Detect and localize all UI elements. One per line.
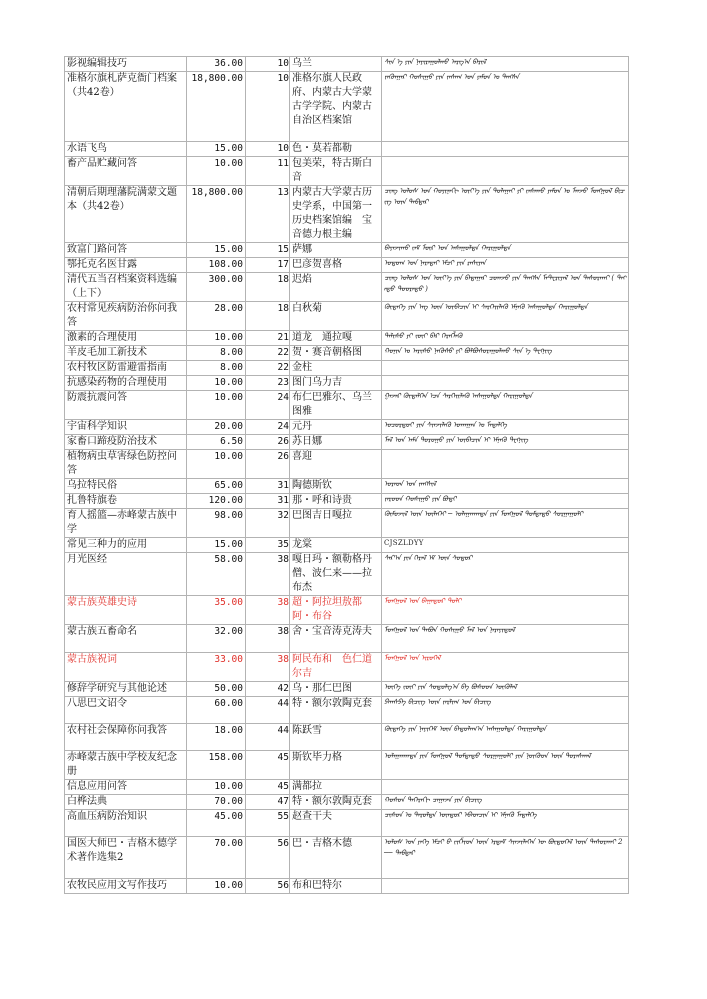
price-cell: 15.00 xyxy=(187,142,246,157)
page-cell: 13 xyxy=(246,186,290,243)
mongolian-title-cell xyxy=(382,780,629,795)
price-cell: 50.00 xyxy=(187,682,246,697)
table-row xyxy=(65,361,629,376)
mongolian-title-cell: ᠮᠣᠩᠭᠣᠯ ᠤᠨ ᠢᠷᠦᠭᠡᠯ xyxy=(382,653,629,682)
price-cell: 8.00 xyxy=(187,361,246,376)
table-row xyxy=(65,810,629,837)
price-cell: 20.00 xyxy=(187,420,246,435)
author-cell: 舍・宝音涛克涛夫 xyxy=(290,625,382,653)
price-cell: 158.00 xyxy=(187,751,246,780)
author-cell: 巴・吉格木德 xyxy=(290,837,382,879)
author-cell: 巴彦贺喜格 xyxy=(290,258,382,273)
book-title-cell: 鄂托克名医甘露 xyxy=(65,258,187,273)
table-row xyxy=(65,157,629,186)
book-title-cell: 羊皮毛加工新技术 xyxy=(65,346,187,361)
table-row xyxy=(65,538,629,553)
price-cell: 10.00 xyxy=(187,157,246,186)
book-title-cell: 防震抗震问答 xyxy=(65,391,187,420)
author-cell: 那・呼和诗贵 xyxy=(290,494,382,509)
author-cell: 道龙 通拉嘎 xyxy=(290,331,382,346)
author-cell: 内蒙古大学蒙古历史学系，中国第一历史档案馆编 宝音德力根主编 xyxy=(290,186,382,243)
table-row xyxy=(65,494,629,509)
author-cell: 元丹 xyxy=(290,420,382,435)
author-cell: 色・莫若都勒 xyxy=(290,142,382,157)
author-cell: 嘎日玛・额勒格丹僧、波仁来——拉布杰 xyxy=(290,553,382,596)
book-title-cell: 常见三种力的应用 xyxy=(65,538,187,553)
table-row xyxy=(65,780,629,795)
book-title-cell: 农村社会保障你问我答 xyxy=(65,724,187,751)
mongolian-title-cell xyxy=(382,879,629,894)
price-cell: 98.00 xyxy=(187,509,246,538)
book-title-cell: 赤峰蒙古族中学校友纪念册 xyxy=(65,751,187,780)
price-cell: 8.00 xyxy=(187,346,246,361)
price-cell: 35.00 xyxy=(187,596,246,625)
author-cell: 乌兰 xyxy=(290,57,382,72)
mongolian-title-cell: ᠬᠥᠳᠡᠭᠡ ᠶᠢᠨ ᠨᠡᠶᠢᠭᠡᠮ ᠦᠨ ᠪᠠᠲᠤᠯᠠᠭ᠎ᠠ ᠠᠰᠠᠭᠤᠯᠲᠠ ᠬᠠᠷᠢᠭᠤᠯᠲᠠ xyxy=(382,724,629,751)
book-title-cell: 农村牧区防雷避雷指南 xyxy=(65,361,187,376)
price-cell: 18.00 xyxy=(187,724,246,751)
author-cell: 萨娜 xyxy=(290,243,382,258)
book-title-cell: 水语飞鸟 xyxy=(65,142,187,157)
page-cell: 45 xyxy=(246,751,290,780)
book-title-cell: 激素的合理使用 xyxy=(65,331,187,346)
book-title-cell: 蒙古族英雄史诗 xyxy=(65,596,187,625)
page-cell: 21 xyxy=(246,331,290,346)
table-row xyxy=(65,653,629,682)
price-cell: 300.00 xyxy=(187,273,246,302)
mongolian-title-cell: ᠴᠢᠰᠤᠨ ᠤ ᠳᠠᠷᠤᠯᠲᠠ ᠥᠨᠳᠦᠷ ᠡᠪᠡᠳᠴᠢᠨ ᠢ ᠡᠮᠨᠡᠬᠦ ᠮᠡᠳᠡᠯᠭᠡ xyxy=(382,810,629,837)
page-cell: 22 xyxy=(246,361,290,376)
book-title-cell: 植物病虫草害绿色防控问答 xyxy=(65,450,187,479)
table-row xyxy=(65,391,629,420)
mongolian-title-cell: ᠰᠠᠷ᠎ᠠ ᠶᠢᠨ ᠭᠡᠷᠡᠯ ᠡᠮ ᠦᠨ ᠰᠤᠳᠤᠷ xyxy=(382,553,629,596)
book-title-cell: 月光医经 xyxy=(65,553,187,596)
mongolian-title-cell: ᠤᠷᠠᠳ ᠤᠨ ᠵᠠᠩᠱᠢᠯ xyxy=(382,479,629,494)
page-cell: 17 xyxy=(246,258,290,273)
page-cell: 35 xyxy=(246,538,290,553)
author-cell: 迟焰 xyxy=(290,273,382,302)
table-row xyxy=(65,682,629,697)
table-row xyxy=(65,450,629,479)
author-cell: 赵查干夫 xyxy=(290,810,382,837)
table-row xyxy=(65,258,629,273)
page-cell: 26 xyxy=(246,450,290,479)
table-row xyxy=(65,302,629,331)
page-cell: 18 xyxy=(246,302,290,331)
table-row xyxy=(65,72,629,142)
book-title-cell: 修辞学研究与其他论述 xyxy=(65,682,187,697)
price-cell: 15.00 xyxy=(187,538,246,553)
page-cell: 42 xyxy=(246,682,290,697)
page-cell: 55 xyxy=(246,810,290,837)
table-row xyxy=(65,57,629,72)
price-cell: 45.00 xyxy=(187,810,246,837)
book-title-cell: 准格尔旗札萨克衙门档案（共42卷） xyxy=(65,72,187,142)
mongolian-title-cell: ᠣᠲᠣᠭ ᠤᠨ ᠨᠡᠷᠡᠲᠡᠢ ᠡᠮᠴᠢ ᠶᠢᠨ ᠷᠠᠰᠢᠶᠠᠨ xyxy=(382,258,629,273)
book-title-cell: 致富门路问答 xyxy=(65,243,187,258)
price-cell: 18,800.00 xyxy=(187,186,246,243)
price-cell: 33.00 xyxy=(187,653,246,682)
author-cell: 乌・那仁巴图 xyxy=(290,682,382,697)
price-cell: 32.00 xyxy=(187,625,246,653)
table-row xyxy=(65,795,629,810)
author-cell: 图门乌力吉 xyxy=(290,376,382,391)
mongolian-title-cell: ᠤᠯᠠᠭᠠᠨᠬᠠᠳᠠ ᠶᠢᠨ ᠮᠣᠩᠭᠣᠯ ᠳᠤᠮᠳᠠᠳᠤ ᠰᠤᠷᠭᠠᠭᠤᠯᠢ ᠶᠢᠨ ᠨᠥᠬᠦᠳ ᠦᠨ ᠳᠤᠷᠠᠰᠬᠠᠯ xyxy=(382,751,629,780)
table-row xyxy=(65,420,629,435)
page-cell: 32 xyxy=(246,509,290,538)
mongolian-title-cell: ᠦᠭᠡ ᠵᠦᠢ ᠶᠢᠨ ᠰᠤᠳᠤᠯᠭ᠎ᠠ ᠪᠠ ᠪᠤᠰᠤᠳ ᠥᠭᠦᠯᠡᠯ xyxy=(382,682,629,697)
book-title-cell: 清代五当召档案资料选编（上下） xyxy=(65,273,187,302)
table-row xyxy=(65,625,629,653)
book-title-cell: 蒙古族五畜命名 xyxy=(65,625,187,653)
table-row xyxy=(65,837,629,879)
author-cell: 准格尔旗人民政府、内蒙古大学蒙古学学院、内蒙古自治区档案馆 xyxy=(290,72,382,142)
mongolian-title-cell: ᠬᠣᠨᠢᠨ ᠤ ᠠᠷᠢᠰᠤ ᠨᠡᠭᠦᠰᠦ ᠶᠢ ᠪᠣᠯᠪᠤᠰᠤᠷᠠᠭᠤᠯᠬᠤ ᠰᠢᠨ ᠡ ᠲᠧᠬᠨᠢᠭ xyxy=(382,346,629,361)
mongolian-title-cell: ᠵᠠᠷᠤᠳ ᠬᠣᠰᠢᠭᠤ ᠶᠢᠨ ᠪᠣᠳᠢ xyxy=(382,494,629,509)
book-title-cell: 清朝后期理藩院满蒙文题本（共42卷） xyxy=(65,186,187,243)
author-cell: 阿民布和 色仁道尔吉 xyxy=(290,653,382,682)
page-cell: 38 xyxy=(246,625,290,653)
mongolian-title-cell: ᠮᠣᠩᠭᠣᠯ ᠤᠨ ᠲᠠᠪᠤᠨ ᠬᠣᠰᠢᠭᠤ ᠮᠠᠯ ᠤᠨ ᠨᠡᠷᠡᠶᠢᠳᠦᠯ xyxy=(382,625,629,653)
book-title-cell: 育人摇篮—赤峰蒙古族中学 xyxy=(65,509,187,538)
author-cell: 苏日娜 xyxy=(290,435,382,450)
book-title-cell: 八思巴文诏令 xyxy=(65,697,187,724)
author-cell: 白秋菊 xyxy=(290,302,382,331)
page-cell: 56 xyxy=(246,837,290,879)
page-cell: 47 xyxy=(246,795,290,810)
mongolian-title-cell xyxy=(382,376,629,391)
price-cell: 18,800.00 xyxy=(187,72,246,142)
author-cell: 布和巴特尔 xyxy=(290,879,382,894)
author-cell: 布仁巴雅尔、乌兰图雅 xyxy=(290,391,382,420)
book-title-cell: 白桦法典 xyxy=(65,795,187,810)
mongolian-title-cell: ᠪᠠᠶᠠᠵᠢᠬᠤ ᠵᠠᠮ ᠮᠦᠷ ᠤᠨ ᠠᠰᠠᠭᠤᠯᠲᠠ ᠬᠠᠷᠢᠭᠤᠯᠲᠠ xyxy=(382,243,629,258)
mongolian-title-cell: ᠵᠡᠭᠦᠨᠭᠠᠷ ᠬᠣᠰᠢᠭᠤ ᠶᠢᠨ ᠵᠠᠰᠠᠭ ᠤᠨ ᠶᠠᠮᠤᠨ ᠤ ᠳᠠᠩᠰᠠ xyxy=(382,72,629,142)
author-cell: 超・阿拉坦敖都 阿・布谷 xyxy=(290,596,382,625)
mongolian-title-cell: ᠮᠣᠩᠭᠣᠯ ᠤᠨ ᠪᠠᠭᠠᠲᠤᠷ ᠲᠤᠯᠢ xyxy=(382,596,629,625)
author-cell: 贺・赛音朝格图 xyxy=(290,346,382,361)
mongolian-title-cell: ᠤᠯᠤᠰ ᠤᠨ ᠶᠡᠬᠡ ᠡᠮᠴᠢ ᠪ᠊ ᠵᠢᠭᠮᠢᠳ ᠦᠨ ᠡᠷᠳᠡᠮ ᠰᠢᠨᠵᠢᠯᠡᠭᠡᠨ ᠦ ᠪᠦᠲᠦᠭᠡᠯ ᠦᠨ ᠲᠠᠰᠤᠷᠬᠠᠢ 2 ── ᠳᠡᠪᠲᠡᠷ xyxy=(382,837,629,879)
price-cell: 10.00 xyxy=(187,879,246,894)
price-cell: 58.00 xyxy=(187,553,246,596)
mongolian-title-cell: ᠴᠢᠩ ᠤᠯᠤᠰ ᠤᠨ ᠬᠣᠶᠢᠨᠠᠬᠢ ᠦᠶ᠎ᠡ ᠶᠢᠨ ᠲᠣᠯᠠᠭᠠᠢ ᠶᠢ ᠵᠠᠰᠠᠬᠤ ᠶᠠᠮᠤᠨ ᠤ ᠮᠠᠨᠵᠤ ᠮᠣᠩᠭᠣᠯ ᠪᠢᠴᠢᠭ ᠦᠨ ᠳᠡᠪᠲᠡᠷ xyxy=(382,186,629,243)
mongolian-title-cell: ᠴᠢᠩ ᠤᠯᠤᠰ ᠤᠨ ᠦᠶ᠎ᠡ ᠶᠢᠨ ᠪᠠᠳᠠᠭᠠᠷ ᠴᠣᠭᠵᠣ ᠶᠢᠨ ᠳᠠᠩᠰᠠ ᠮᠠᠲ᠋ᠧᠷᠢᠶᠠᠯ ᠤᠨ ᠲᠠᠰᠤᠷᠬᠠᠢ ( ᠳᠡᠭᠡᠳᠦ ᠳᠣᠣᠷᠠᠳᠤ ) xyxy=(382,273,629,302)
book-title-cell: 国医大师巴・吉格木德学术著作选集2 xyxy=(65,837,187,879)
author-cell: 巴图吉日嘎拉 xyxy=(290,509,382,538)
book-title-cell: 乌拉特民俗 xyxy=(65,479,187,494)
mongolian-title-cell: ᠮᠠᠯ ᠤᠨ ᠠᠮᠠ ᠲᠤᠷᠤᠭᠤ ᠶᠢᠨ ᠦᠪᠡᠴᠢᠨ ᠢ ᠡᠮᠨᠡᠬᠦ ᠲᠧᠬᠨᠢᠭ xyxy=(382,435,629,450)
mongolian-title-cell xyxy=(382,142,629,157)
price-cell: 108.00 xyxy=(187,258,246,273)
table-row xyxy=(65,142,629,157)
author-cell: 包美荣，特古斯白音 xyxy=(290,157,382,186)
author-cell: 特・额尔敦陶克套 xyxy=(290,795,382,810)
table-row xyxy=(65,331,629,346)
price-cell: 70.00 xyxy=(187,795,246,810)
price-cell: 10.00 xyxy=(187,391,246,420)
book-title-cell: 蒙古族祝词 xyxy=(65,653,187,682)
price-cell: 36.00 xyxy=(187,57,246,72)
mongolian-title-cell: ᠰᠢᠨ ᠡ ᠶᠢᠨ ᠨᠠᠶᠢᠷᠠᠭᠤᠯᠬᠤ ᠠᠷᠭ᠎ᠠ ᠪᠠᠷᠢᠯ xyxy=(382,57,629,72)
book-title-cell: 扎鲁特旗卷 xyxy=(65,494,187,509)
page-cell: 22 xyxy=(246,346,290,361)
mongolian-title-cell: ᠳᠠᠯᠢᠰᠤ ᠶᠢ ᠵᠦᠢ ᠪᠡᠷ ᠬᠡᠷᠡᠭᠯᠡᠬᠦ xyxy=(382,331,629,346)
page-cell: 24 xyxy=(246,391,290,420)
mongolian-title-cell: ᠬᠥᠮᠦᠵᠢᠯ ᠦᠨ ᠥᠯᠡᠭᠡᠢ ─ ᠤᠯᠠᠭᠠᠨᠬᠠᠳᠠ ᠶᠢᠨ ᠮᠣᠩᠭᠣᠯ ᠳᠤᠮᠳᠠᠳᠤ ᠰᠤᠷᠭᠠᠭᠤᠯᠢ xyxy=(382,509,629,538)
mongolian-title-cell: ᠣᠴᠣᠷᠲᠤᠢ ᠶᠢᠨ ᠰᠢᠨᠵᠢᠯᠡᠬᠦ ᠤᠬᠠᠭᠠᠨ ᠤ ᠮᠡᠳᠡᠯᠭᠡ xyxy=(382,420,629,435)
author-cell: 陶德斯钦 xyxy=(290,479,382,494)
page-cell: 15 xyxy=(246,243,290,258)
price-cell: 65.00 xyxy=(187,479,246,494)
book-title-cell: 家畜口蹄疫防治技术 xyxy=(65,435,187,450)
price-cell: 120.00 xyxy=(187,494,246,509)
author-cell: 喜迎 xyxy=(290,450,382,479)
page-cell: 10 xyxy=(246,72,290,142)
price-cell: 10.00 xyxy=(187,331,246,346)
table-row xyxy=(65,346,629,361)
book-title-cell: 农牧民应用文写作技巧 xyxy=(65,879,187,894)
page-cell: 11 xyxy=(246,157,290,186)
page-cell: 44 xyxy=(246,724,290,751)
book-title-cell: 畜产品贮藏问答 xyxy=(65,157,187,186)
mongolian-title-cell: CJSZLDYY xyxy=(382,538,629,553)
table-row xyxy=(65,596,629,625)
price-cell: 10.00 xyxy=(187,376,246,391)
page-cell: 31 xyxy=(246,494,290,509)
price-cell: 10.00 xyxy=(187,450,246,479)
table-row xyxy=(65,751,629,780)
author-cell: 斯钦毕力格 xyxy=(290,751,382,780)
book-title-cell: 高血压病防治知识 xyxy=(65,810,187,837)
mongolian-title-cell xyxy=(382,157,629,186)
table-row xyxy=(65,697,629,724)
table-row xyxy=(65,435,629,450)
page-cell: 31 xyxy=(246,479,290,494)
book-title-cell: 宇宙科学知识 xyxy=(65,420,187,435)
table-row xyxy=(65,509,629,538)
page-cell: 10 xyxy=(246,57,290,72)
page-cell: 24 xyxy=(246,420,290,435)
page-cell: 56 xyxy=(246,879,290,894)
book-catalog-table xyxy=(64,56,629,894)
mongolian-title-cell: ᠫᠠᠭᠰᠫᠠ ᠪᠢᠴᠢᠭ ᠦᠨ ᠵᠠᠷᠯᠢᠭ ᠤᠨ ᠪᠢᠴᠢᠭ xyxy=(382,697,629,724)
mongolian-title-cell: ᠭᠠᠵᠠᠷ ᠬᠥᠳᠡᠯᠭᠡᠨ ᠡᠴᠡ ᠰᠡᠷᠭᠡᠢᠯᠡᠬᠦ ᠠᠰᠠᠭᠤᠯᠲᠠ ᠬᠠᠷᠢᠭᠤᠯᠲᠠ xyxy=(382,391,629,420)
page-cell: 44 xyxy=(246,697,290,724)
table-row xyxy=(65,879,629,894)
price-cell: 15.00 xyxy=(187,243,246,258)
author-cell: 金柱 xyxy=(290,361,382,376)
book-title-cell: 抗感染药物的合理使用 xyxy=(65,376,187,391)
author-cell: 满都拉 xyxy=(290,780,382,795)
page-cell: 38 xyxy=(246,596,290,625)
page-cell: 38 xyxy=(246,553,290,596)
table-row xyxy=(65,724,629,751)
price-cell: 6.50 xyxy=(187,435,246,450)
price-cell: 60.00 xyxy=(187,697,246,724)
author-cell: 陈跃雪 xyxy=(290,724,382,751)
page-cell: 38 xyxy=(246,653,290,682)
book-title-cell: 信息应用问答 xyxy=(65,780,187,795)
price-cell: 28.00 xyxy=(187,302,246,331)
table-row xyxy=(65,479,629,494)
book-title-cell: 影视编辑技巧 xyxy=(65,57,187,72)
page-cell: 18 xyxy=(246,273,290,302)
mongolian-title-cell: ᠬᠥᠳᠡᠭᠡ ᠶᠢᠨ ᠡᠩ ᠦᠨ ᠦᠪᠡᠴᠢᠨ ᠢ ᠰᠡᠷᠭᠡᠢᠯᠡᠬᠦ ᠡᠮᠨᠡᠬᠦ ᠠᠰᠠᠭᠤᠯᠲᠠ ᠬᠠᠷᠢᠭᠤᠯᠲᠠ xyxy=(382,302,629,331)
mongolian-title-cell xyxy=(382,361,629,376)
price-cell: 70.00 xyxy=(187,837,246,879)
page-cell: 23 xyxy=(246,376,290,391)
table-row xyxy=(65,553,629,596)
mongolian-title-cell: ᠬᠤᠰᠤᠨ ᠳᠡᠭᠡᠷᠡᠬᠢ ᠴᠠᠭᠠᠵᠠ ᠶᠢᠨ ᠪᠢᠴᠢᠭ xyxy=(382,795,629,810)
table-row xyxy=(65,186,629,243)
table-row xyxy=(65,273,629,302)
author-cell: 特・额尔敦陶克套 xyxy=(290,697,382,724)
mongolian-title-cell xyxy=(382,450,629,479)
page-cell: 45 xyxy=(246,780,290,795)
price-cell: 10.00 xyxy=(187,780,246,795)
book-title-cell: 农村常见疾病防治你问我答 xyxy=(65,302,187,331)
page-cell: 10 xyxy=(246,142,290,157)
table-row xyxy=(65,243,629,258)
table-row xyxy=(65,376,629,391)
author-cell: 龙棠 xyxy=(290,538,382,553)
catalog-rows xyxy=(65,57,629,894)
page-cell: 26 xyxy=(246,435,290,450)
